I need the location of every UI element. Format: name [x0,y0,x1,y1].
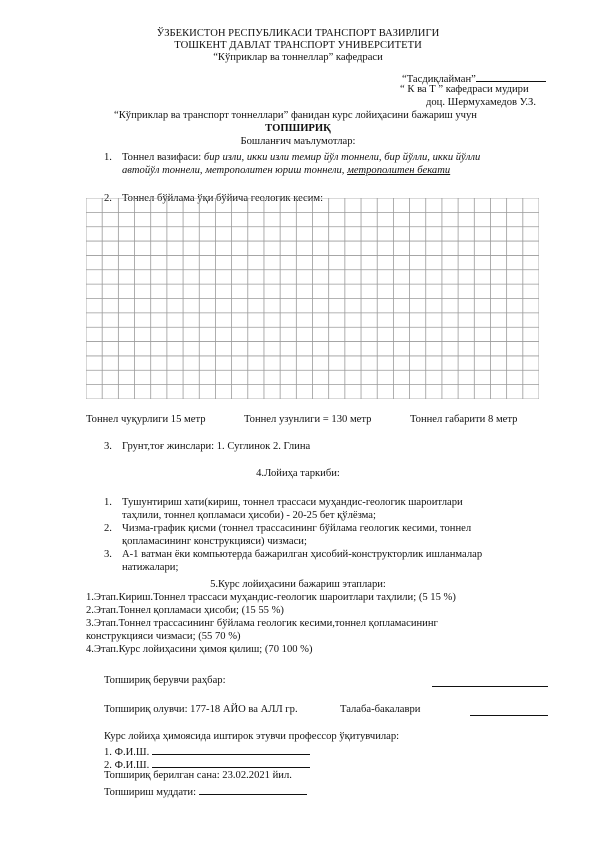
issuer-label: Топшириқ берувчи раҳбар: [104,675,226,686]
composition-1-line1: Тушунтириш хати(кириш, тоннел трассаси муҳандис-геологик шароитлари [122,497,463,508]
composition-3-line1: А-1 ватман ёки компьютерда бажарилган ҳисобий-конструкторлик ишланмалар [122,549,483,560]
professor-1-label: 1. Ф.И.Ш. [104,747,150,758]
approval-text: “Тасдиқлайман” [402,74,476,85]
item2-number: 2. [104,193,112,204]
course-line: “Кўприклар ва транспорт тоннеллари” фанидан курс лойиҳасини бажариш учун [114,110,477,121]
professors-label: Курс лойиҳа ҳимоясида иштирок этувчи профессор ўқитувчилар: [104,731,400,742]
section4-heading: 4.Лойиҳа таркиби: [256,468,340,479]
item1-line2 [122,165,450,177]
item3-number: 3. [104,441,112,452]
receiver-signature-line [470,705,548,716]
composition-3-line2: натижалари; [122,562,179,573]
composition-2-number: 2. [104,523,112,534]
item1-line1 [122,152,480,164]
deadline-label: Топшириш муддати: [104,787,197,798]
issuer-signature-line [432,676,548,687]
item1-label: Тоннел вазифаси: [122,152,202,163]
item1-options-cont: автойўл тоннели, метрополитен юриш тоннели, [122,165,345,176]
professor-2-name-line [152,757,310,768]
composition-3-number: 3. [104,549,112,560]
item2-text: Тоннел бўйлама ўқи бўйича геологик кесим: [122,193,324,204]
initial-data-heading: Бошланғич маълумотлар: [240,136,356,147]
composition-1-number: 1. [104,497,112,508]
stage-3: 3.Этап.Тоннел трассасининг бўйлама геологик кесими,тоннел қопламасининг [86,618,438,629]
stage-2: 2.Этап.Тоннел қопламаси ҳисоби; (15 55 %) [86,605,284,616]
composition-2-line2: қопламасининг конструкцияси) чизмаси; [122,536,307,547]
professor-1-name-line [152,744,310,755]
date-given: Топшириқ берилган сана: 23.02.2021 йил. [104,770,292,781]
stage-3-cont: конструкцияси чизмаси; (55 70 %) [86,631,241,642]
item1-options: бир изли, икки изли темир йўл тоннели, бир йўлли, икки йўлли [203,152,481,163]
stage-1: 1.Этап.Кириш.Тоннел трассаси муҳандис-геологик шароитлари таҳлили; (5 15 %) [86,592,456,603]
receiver-role: Талаба-бакалаври [340,704,421,715]
composition-2-line1: Чизма-график қисми (тоннел трассасининг бўйлама геологик кесими, тоннел [122,523,472,534]
tunnel-length: Тоннел узунлиги = 130 метр [244,414,372,425]
geological-section-grid [86,198,539,399]
item1-number: 1. [104,152,112,163]
composition-1-line2: таҳлили, тоннел қопламаси ҳисоби) - 20-25 бет қўлёзма; [122,510,376,521]
document-title: ТОПШИРИҚ [265,123,331,134]
deadline [104,784,307,799]
receiver-label: Топшириқ олувчи: 177-18 АЙО ва АЛЛ гр. [104,704,298,715]
university-title: ТОШКЕНТ ДАВЛАТ ТРАНСПОРТ УНИВЕРСИТЕТИ [174,40,422,51]
head-name: доц. Шермухамедов У.З. [426,97,537,108]
stage-4: 4.Этап.Курс лойиҳасини ҳимоя қилиш; (70 100 %) [86,644,313,655]
item3-text: Грунт,тоғ жинслари: 1. Суглинок 2. Глина [122,441,311,452]
department-title: “Кўприклар ва тоннеллар” кафедраси [213,52,383,63]
deadline-line [199,784,307,795]
head-of-department: “ К ва Т ” кафедраси мудири [400,84,529,95]
section5-heading: 5.Курс лойиҳасини бажариш этаплари: [210,579,386,590]
tunnel-size: Тоннел габарити 8 метр [410,414,518,425]
ministry-title: ЎЗБЕКИСТОН РЕСПУБЛИКАСИ ТРАНСПОРТ ВАЗИРЛИГИ [156,28,440,39]
tunnel-depth: Тоннел чуқурлиги 15 метр [86,414,206,425]
item1-selected-option: метрополитен бекати [347,165,451,176]
approval-signature-line [476,71,546,82]
professor-2-label: 2. Ф.И.Ш. [104,760,150,771]
